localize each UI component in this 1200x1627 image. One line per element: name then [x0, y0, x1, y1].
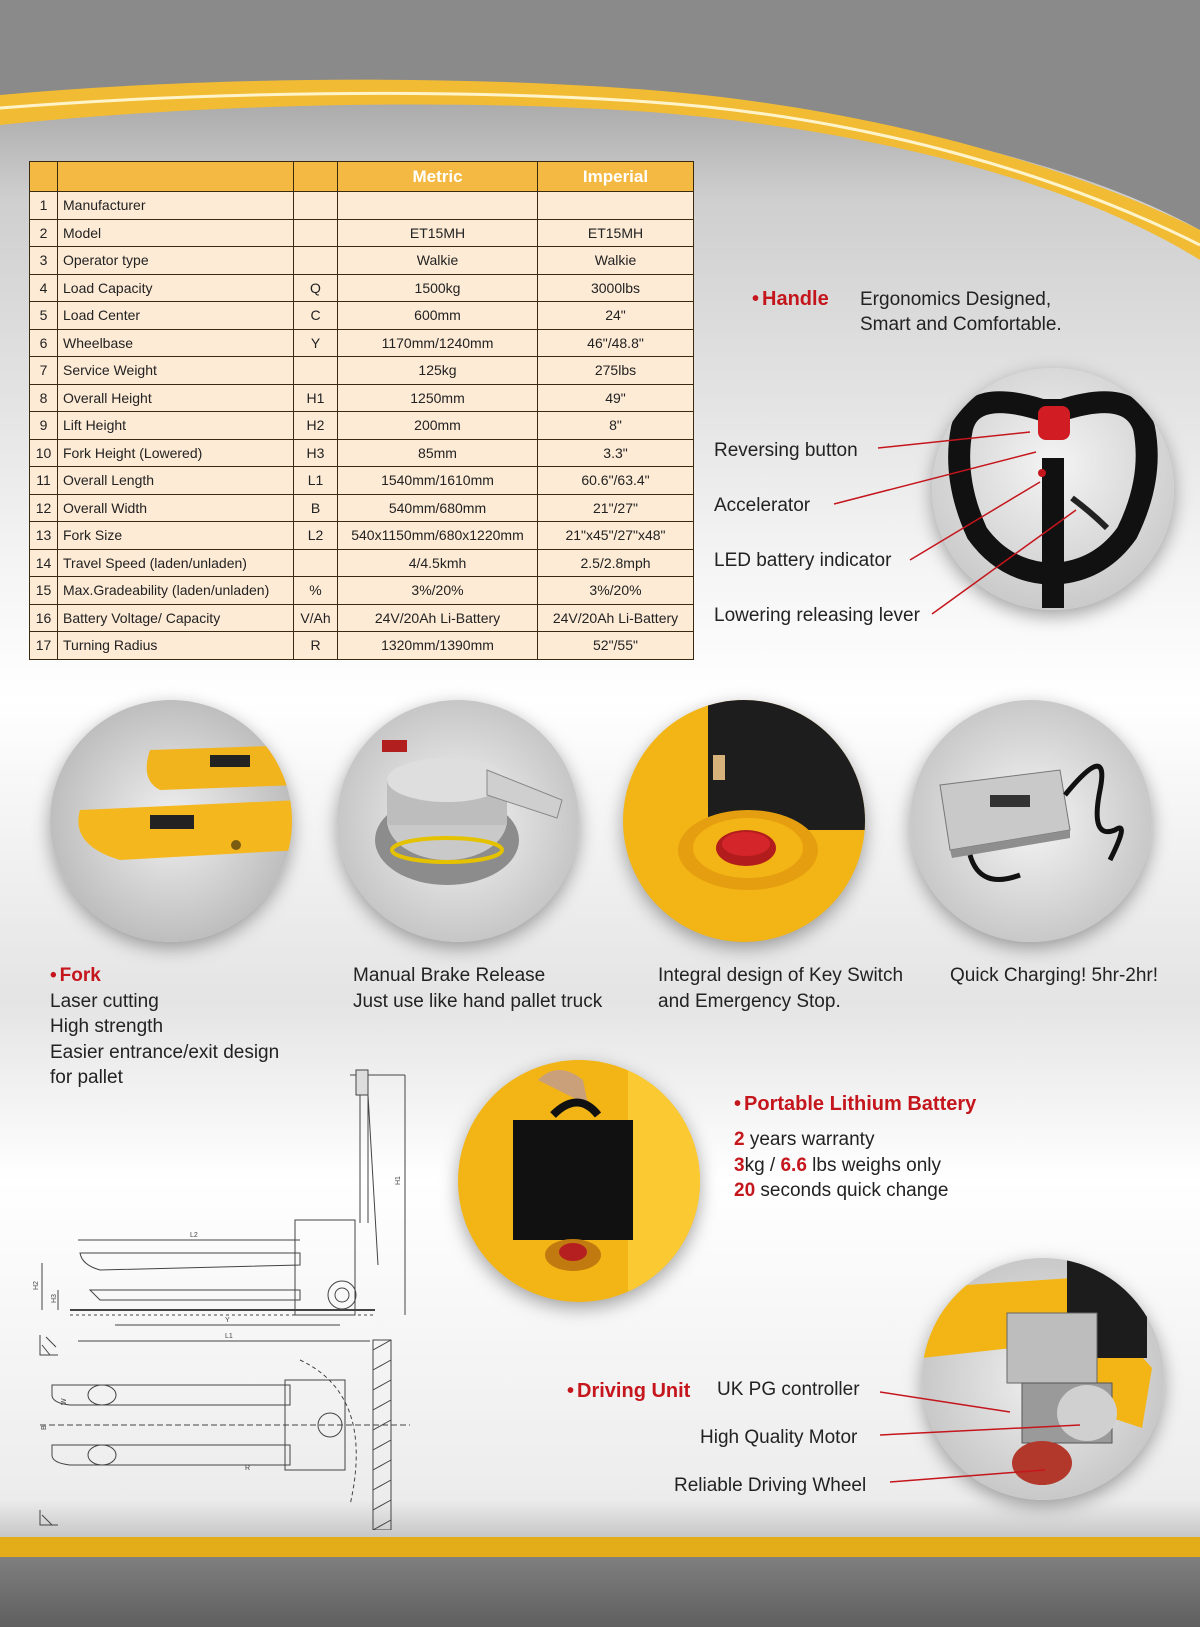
row-symbol: H3 — [294, 439, 338, 467]
dim-H3: H3 — [51, 1294, 58, 1303]
row-parameter: Operator type — [58, 247, 294, 275]
row-parameter: Load Center — [58, 302, 294, 330]
battery-title-wrap — [734, 1093, 976, 1116]
fork-line: for pallet — [50, 1067, 123, 1088]
key-switch-line: and Emergency Stop. — [658, 990, 841, 1012]
dim-R: R — [245, 1465, 251, 1472]
row-metric: 24V/20Ah Li-Battery — [338, 604, 538, 632]
fork-line: Easier entrance/exit design — [50, 1041, 280, 1063]
driving-title: • Driving Unit — [567, 1380, 690, 1402]
fork-line: Laser cutting — [50, 990, 159, 1012]
dim-B: B — [41, 1425, 48, 1430]
row-number: 2 — [30, 219, 58, 247]
row-imperial: 3%/20% — [538, 577, 694, 605]
dim-H1: H1 — [395, 1176, 402, 1185]
battery-details — [734, 1127, 948, 1204]
fork-line: High strength — [50, 1016, 164, 1037]
row-parameter: Battery Voltage/ Capacity — [58, 604, 294, 632]
row-parameter: Overall Height — [58, 384, 294, 412]
brake-text — [353, 963, 602, 1014]
callout-reversing: Reversing button — [714, 440, 858, 461]
row-parameter: Travel Speed (laden/unladen) — [58, 549, 294, 577]
row-parameter: Overall Width — [58, 494, 294, 522]
row-symbol: B — [294, 494, 338, 522]
row-metric: 600mm — [338, 302, 538, 330]
row-symbol: V/Ah — [294, 604, 338, 632]
brake-line: Manual Brake Release — [353, 965, 546, 986]
row-imperial: 21"x45"/27"x48" — [538, 522, 694, 550]
handle-callout-lines — [0, 0, 1200, 700]
row-number: 3 — [30, 247, 58, 275]
row-number: 13 — [30, 522, 58, 550]
row-symbol: L2 — [294, 522, 338, 550]
row-number: 15 — [30, 577, 58, 605]
row-parameter: Fork Height (Lowered) — [58, 439, 294, 467]
row-number: 5 — [30, 302, 58, 330]
driving-callout-lines — [0, 1300, 1200, 1520]
row-imperial: 21"/27" — [538, 494, 694, 522]
row-imperial: 24" — [538, 302, 694, 330]
row-number: 8 — [30, 384, 58, 412]
row-symbol: H1 — [294, 384, 338, 412]
row-number: 4 — [30, 274, 58, 302]
fork-photo — [50, 700, 292, 942]
dim-W: W — [61, 1398, 68, 1405]
row-number: 9 — [30, 412, 58, 440]
row-symbol: Q — [294, 274, 338, 302]
row-parameter: Lift Height — [58, 412, 294, 440]
fork-title: • Fork — [50, 963, 279, 989]
callout-wheel: Reliable Driving Wheel — [674, 1475, 867, 1496]
row-parameter: Overall Length — [58, 467, 294, 495]
row-number: 16 — [30, 604, 58, 632]
header-metric: Metric — [338, 162, 538, 192]
row-parameter: Load Capacity — [58, 274, 294, 302]
callout-controller: UK PG controller — [717, 1379, 860, 1400]
row-imperial: 8" — [538, 412, 694, 440]
row-symbol: H2 — [294, 412, 338, 440]
battery-warranty: 2 years warranty — [734, 1129, 875, 1150]
row-symbol: % — [294, 577, 338, 605]
row-imperial: 2.5/2.8mph — [538, 549, 694, 577]
row-metric: 3%/20% — [338, 577, 538, 605]
row-metric: 4/4.5kmh — [338, 549, 538, 577]
battery-weight: 3kg / 6.6 lbs weighs only — [734, 1154, 942, 1176]
row-metric: 85mm — [338, 439, 538, 467]
battery-photo — [458, 1060, 700, 1302]
dim-Y: Y — [225, 1317, 230, 1324]
row-metric: 1320mm/1390mm — [338, 632, 538, 660]
row-number: 7 — [30, 357, 58, 385]
row-number: 1 — [30, 192, 58, 220]
key-switch-photo — [623, 700, 865, 942]
header-imperial: Imperial — [538, 162, 694, 192]
row-imperial: 3.3" — [538, 439, 694, 467]
callout-motor: High Quality Motor — [700, 1427, 858, 1448]
row-number: 17 — [30, 632, 58, 660]
dim-L2: L2 — [190, 1232, 198, 1239]
callout-lever: Lowering releasing lever — [714, 605, 920, 626]
row-imperial: 3000lbs — [538, 274, 694, 302]
handle-desc-2: Smart and Comfortable. — [860, 314, 1062, 335]
row-parameter: Manufacturer — [58, 192, 294, 220]
brake-line: Just use like hand pallet truck — [353, 990, 603, 1012]
battery-title: • Portable Lithium Battery — [734, 1093, 976, 1115]
row-number: 14 — [30, 549, 58, 577]
row-symbol: R — [294, 632, 338, 660]
key-switch-line: Integral design of Key Switch — [658, 965, 904, 986]
row-metric: 1170mm/1240mm — [338, 329, 538, 357]
row-metric: 540x1150mm/680x1220mm — [338, 522, 538, 550]
key-switch-text — [658, 963, 903, 1014]
dim-L1: L1 — [225, 1333, 233, 1340]
handle-title: • Handle — [752, 288, 829, 311]
row-metric: 1540mm/1610mm — [338, 467, 538, 495]
row-imperial: ET15MH — [538, 219, 694, 247]
row-metric: Walkie — [338, 247, 538, 275]
row-parameter: Max.Gradeability (laden/unladen) — [58, 577, 294, 605]
footer-gray — [0, 1557, 1200, 1627]
battery-change: 20 seconds quick change — [734, 1180, 949, 1201]
row-metric: ET15MH — [338, 219, 538, 247]
row-imperial: 60.6"/63.4" — [538, 467, 694, 495]
handle-desc-1: Ergonomics Designed, — [860, 289, 1052, 310]
row-number: 10 — [30, 439, 58, 467]
charging-line: Quick Charging! 5hr-2hr! — [950, 965, 1159, 986]
row-imperial: Walkie — [538, 247, 694, 275]
row-imperial: 275lbs — [538, 357, 694, 385]
row-parameter: Service Weight — [58, 357, 294, 385]
row-symbol: Y — [294, 329, 338, 357]
row-parameter: Model — [58, 219, 294, 247]
row-number: 6 — [30, 329, 58, 357]
row-symbol: C — [294, 302, 338, 330]
row-imperial: 49" — [538, 384, 694, 412]
row-metric: 1250mm — [338, 384, 538, 412]
callout-accelerator: Accelerator — [714, 495, 811, 516]
row-symbol: L1 — [294, 467, 338, 495]
row-metric: 125kg — [338, 357, 538, 385]
row-metric: 1500kg — [338, 274, 538, 302]
row-imperial: 46"/48.8" — [538, 329, 694, 357]
row-imperial: 24V/20Ah Li-Battery — [538, 604, 694, 632]
dim-H2: H2 — [33, 1281, 40, 1290]
row-number: 12 — [30, 494, 58, 522]
row-imperial: 52"/55" — [538, 632, 694, 660]
row-number: 11 — [30, 467, 58, 495]
row-parameter: Fork Size — [58, 522, 294, 550]
row-metric: 540mm/680mm — [338, 494, 538, 522]
brake-photo — [337, 700, 579, 942]
row-parameter: Wheelbase — [58, 329, 294, 357]
footer-band — [0, 1537, 1200, 1557]
charger-photo — [910, 700, 1152, 942]
row-parameter: Turning Radius — [58, 632, 294, 660]
callout-led: LED battery indicator — [714, 550, 892, 571]
charging-text — [950, 963, 1158, 989]
row-metric: 200mm — [338, 412, 538, 440]
